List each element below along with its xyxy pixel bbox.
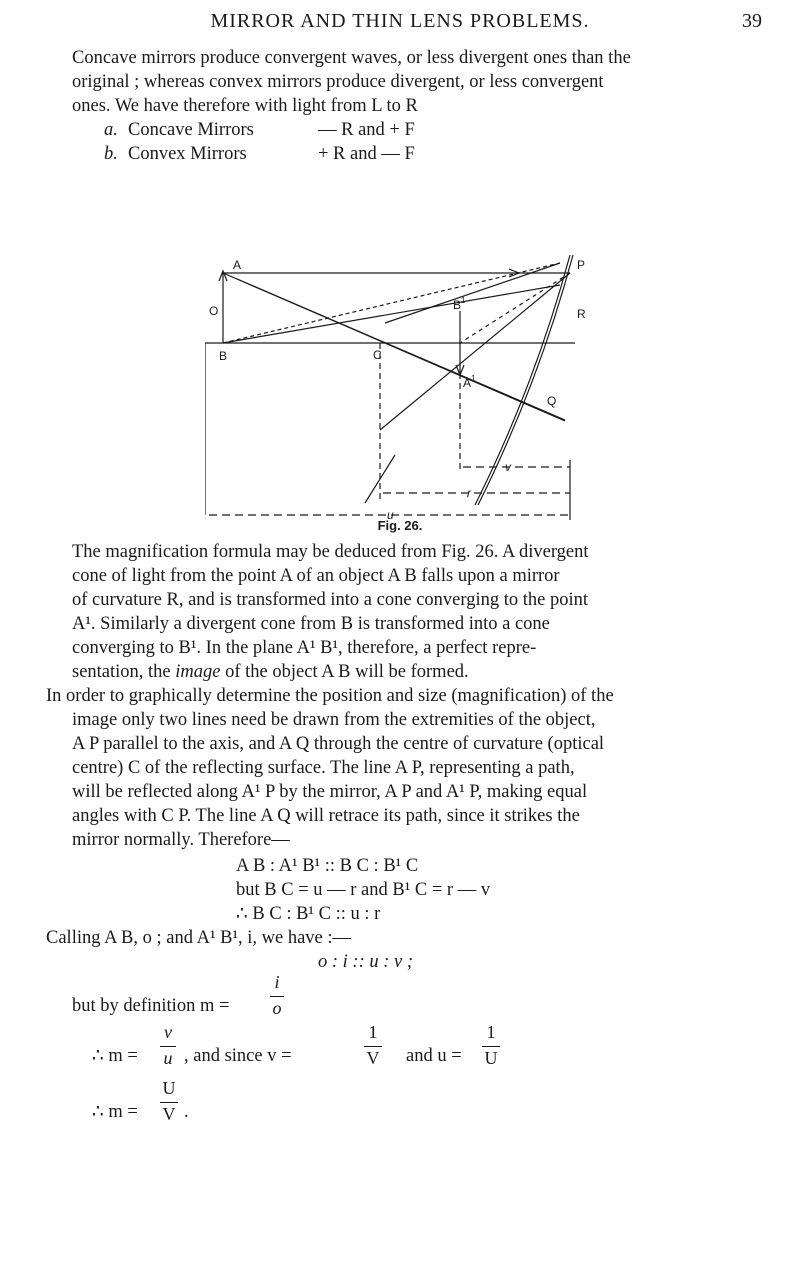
intro-line-3: ones. We have therefore with light from L to R: [72, 96, 418, 116]
para2-line-1: In order to graphically determine the position and size (magnification) of the: [46, 686, 614, 706]
label-v: v: [505, 460, 511, 474]
para1-line-6-b: of the object A B will be formed.: [220, 662, 469, 682]
equation-5: o : i :: u : v ;: [318, 952, 414, 972]
para1-line-1: The magnification formula may be deduced from Fig. 26. A divergent: [72, 542, 589, 562]
para1-line-4: A¹. Similarly a divergent cone from B is transformed into a cone: [72, 614, 550, 634]
para2-line-5: will be reflected along A¹ P by the mirror, A P and A¹ P, making equal: [72, 782, 588, 802]
ray-B-upper: [385, 263, 560, 323]
equation-8-bar: [160, 1102, 178, 1103]
para1-line-2: cone of light from the point A of an object A B falls upon a mirror: [72, 566, 560, 586]
reflected-ray-A1-P: [380, 273, 570, 430]
intro-line-2: original ; whereas convex mirrors produce divergent, or less convergent: [72, 72, 604, 92]
label-R: R: [577, 307, 586, 321]
label-B1: B: [453, 298, 462, 312]
label-O: O: [209, 304, 219, 318]
equation-7-denominator: u: [163, 1048, 173, 1068]
page-number: 39: [742, 10, 762, 32]
equation-7-bar: [160, 1046, 176, 1047]
figure-caption: Fig. 26.: [377, 518, 423, 533]
label-C: C: [373, 348, 382, 362]
case-b-signs: + R and — F: [318, 144, 415, 164]
equation-7-bar-3: [482, 1046, 500, 1047]
equation-7-middle: , and since v =: [184, 1046, 292, 1066]
equation-6-numerator: i: [274, 972, 280, 992]
equation-7-denominator-3: U: [484, 1048, 498, 1068]
case-a-signs: — R and + F: [318, 120, 415, 140]
equation-6-bar: [270, 996, 284, 997]
para2-line-4: centre) C of the reflecting surface. The line A P, representing a path,: [72, 758, 575, 778]
para1-line-5: converging to B¹. In the plane A¹ B¹, therefore, a perfect repre-: [72, 638, 537, 658]
case-a-label: Concave Mirrors: [128, 120, 254, 140]
equation-3: ∴ B C : B¹ C :: u : r: [236, 904, 381, 924]
label-B1-sup: 1: [461, 296, 466, 305]
para2-line-6: angles with C P. The line A Q will retrace its path, since it strikes the: [72, 806, 580, 826]
equation-7-denominator-2: V: [366, 1048, 380, 1068]
label-B: B: [219, 349, 228, 363]
case-b-letter: b.: [104, 144, 118, 164]
para2-line-3: A P parallel to the axis, and A Q through the centre of curvature (optical: [72, 734, 605, 754]
para2-line-2: image only two lines need be drawn from the extremities of the object,: [72, 710, 596, 730]
equation-8-prefix: ∴ m =: [92, 1102, 138, 1122]
running-title: MIRROR AND THIN LENS PROBLEMS.: [210, 10, 590, 32]
case-a-letter: a.: [104, 120, 118, 140]
para1-line-3: of curvature R, and is transformed into a cone converging to the point: [72, 590, 588, 610]
para1-line-6: [72, 660, 469, 684]
equation-8-numerator: U: [162, 1078, 176, 1098]
para2-line-7: mirror normally. Therefore—: [72, 830, 290, 850]
label-A1: A: [463, 376, 472, 390]
label-A: A: [233, 258, 242, 272]
label-u: u: [387, 508, 394, 520]
equation-6-prefix: but by definition m =: [72, 996, 230, 1016]
label-P: P: [577, 258, 586, 272]
para1-image-word: image: [175, 662, 221, 682]
reflected-ray-dashed: [460, 273, 570, 343]
equation-7-numerator-2: 1: [368, 1022, 378, 1042]
equation-7-bar-2: [364, 1046, 382, 1047]
case-b-label: Convex Mirrors: [128, 144, 247, 164]
equation-8-denominator: V: [162, 1104, 176, 1124]
equation-7-numerator-3: 1: [486, 1022, 496, 1042]
label-Q: Q: [547, 394, 557, 408]
mirror-ray-diagram: [205, 245, 615, 520]
label-A1-sup: 1: [471, 374, 476, 383]
intro-line-1: Concave mirrors produce convergent waves, or less divergent ones than the: [72, 48, 631, 68]
label-r: r: [467, 486, 471, 500]
equation-8-period: .: [184, 1102, 189, 1122]
equation-2: but B C = u — r and B¹ C = r — v: [236, 880, 491, 900]
para1-line-6-a: sentation, the: [72, 662, 176, 682]
equation-4: Calling A B, o ; and A¹ B¹, i, we have :—: [46, 928, 352, 948]
equation-7-prefix: ∴ m =: [92, 1046, 138, 1066]
equation-7-numerator: v: [164, 1022, 172, 1042]
ray-from-B: [223, 263, 560, 343]
ray-from-B-2: [223, 285, 560, 343]
equation-6-denominator: o: [272, 998, 282, 1018]
equation-1: A B : A¹ B¹ :: B C : B¹ C: [236, 856, 419, 876]
equation-7-and: and u =: [406, 1046, 462, 1066]
page-header: [0, 10, 800, 40]
